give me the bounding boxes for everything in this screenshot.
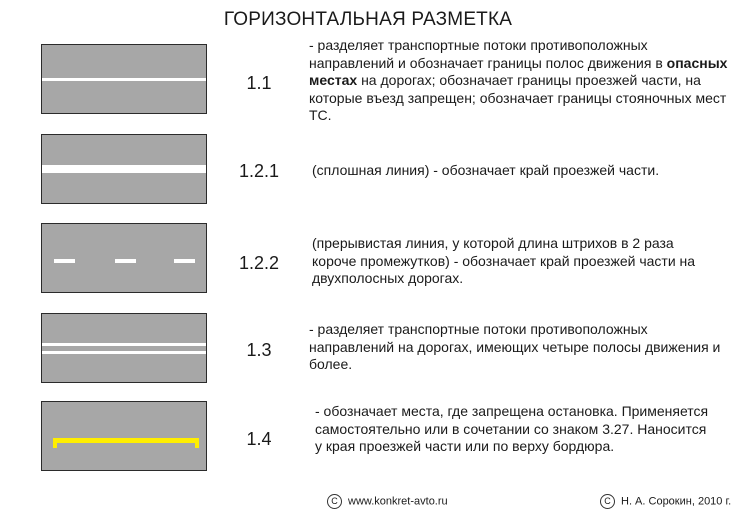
marking-description: (прерывистая линия, у которой длина штрихов в 2 раза короче промежутков) - обозначает край проезжей части на двухполосных дорогах.	[312, 235, 696, 287]
double-line-top	[42, 343, 206, 346]
road-sample-1-1	[41, 44, 207, 114]
yellow-line	[53, 438, 199, 443]
description-text: на дорогах; обозначает границы проезжей части, на которые въезд запрещен; обозначает границы стояночных мест ТС.	[309, 72, 727, 124]
marking-code: 1.3	[246, 340, 272, 360]
author-credit	[600, 494, 731, 509]
marking-description: (сплошная линия) - обозначает край проезжей части.	[312, 162, 660, 178]
dash-segment	[115, 259, 136, 263]
marking-row-1-1	[0, 37, 736, 130]
site-credit	[327, 494, 448, 509]
page-title: ГОРИЗОНТАЛЬНАЯ РАЗМЕТКА	[223, 9, 513, 30]
description-bold: опасных местах	[309, 54, 728, 89]
marking-row-1-4	[0, 401, 736, 487]
marking-description: - разделяет транспортные потоки противоположных направлений на дорогах, имеющих четыре полосы движения и более.	[309, 321, 721, 373]
site-url: www.konkret-avto.ru	[348, 495, 448, 508]
yellow-line-end	[195, 438, 199, 448]
dash-segment	[174, 259, 195, 263]
solid-line	[42, 78, 206, 81]
road-sample-1-2-2	[41, 223, 207, 293]
copyright-icon: C	[327, 494, 342, 509]
marking-row-1-2-1	[0, 134, 736, 220]
road-sample-1-2-1	[41, 134, 207, 204]
road-sample-1-3	[41, 313, 207, 383]
marking-row-1-3	[0, 313, 736, 399]
dash-segment	[54, 259, 75, 263]
description-text: - разделяет транспортные потоки противоположных направлений и обозначает границы полос движения в	[309, 37, 667, 71]
double-line-bottom	[42, 351, 206, 354]
copyright-icon: C	[600, 494, 615, 509]
yellow-line-end	[53, 438, 57, 448]
marking-code: 1.4	[246, 429, 272, 449]
road-sample-1-4	[41, 401, 207, 471]
author-name: Н. А. Сорокин, 2010 г.	[621, 495, 732, 508]
wide-solid-line	[42, 165, 206, 173]
marking-row-1-2-2	[0, 223, 736, 309]
marking-code: 1.2.1	[238, 161, 280, 181]
marking-description: - обозначает места, где запрещена остановка. Применяется самостоятельно или в сочетании со знаком 3.27. Наносится у края проезжей части или по верху бордюра.	[315, 403, 709, 455]
marking-code: 1.1	[246, 73, 272, 93]
marking-description	[309, 37, 729, 125]
marking-code: 1.2.2	[238, 253, 280, 273]
